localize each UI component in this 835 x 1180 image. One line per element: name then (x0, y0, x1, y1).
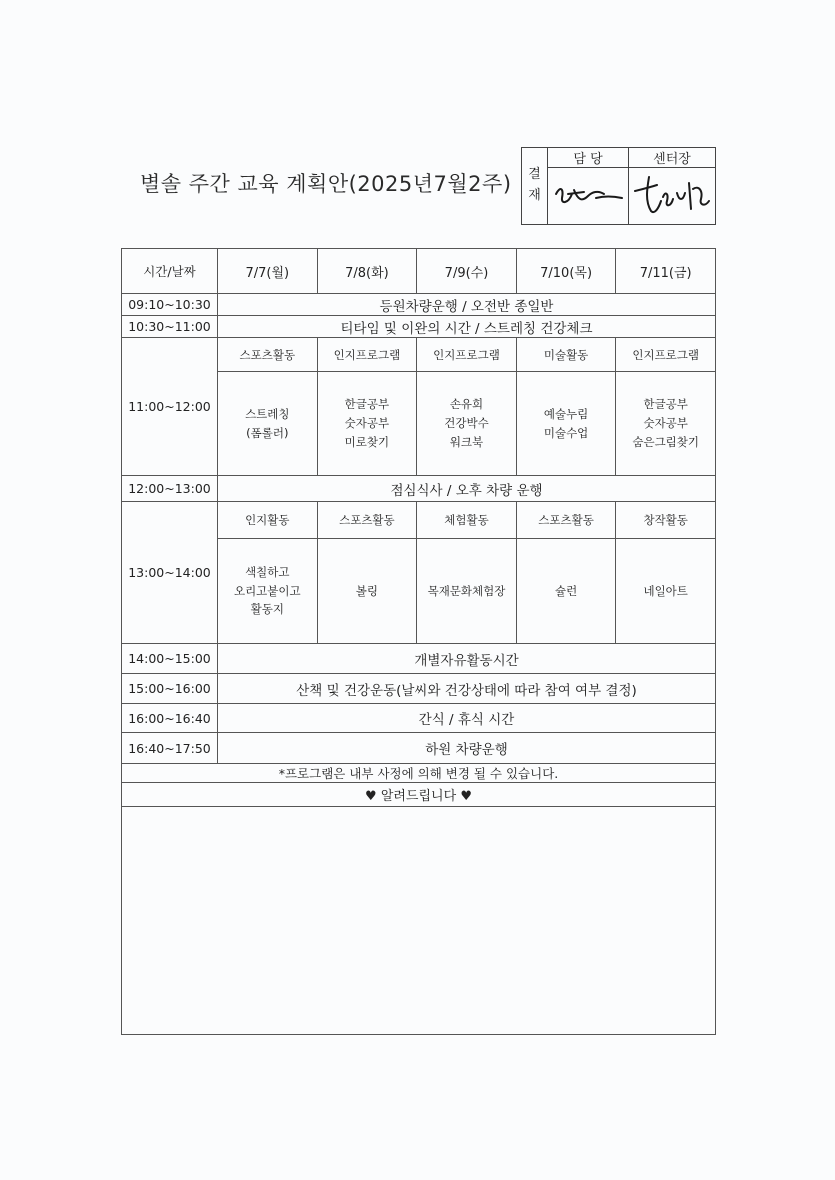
category-cell: 스포츠활동 (516, 502, 616, 539)
activity-cell: 개별자유활동시간 (218, 644, 716, 674)
schedule-row (122, 476, 716, 502)
activity-cell: 산책 및 건강운동(날씨와 건강상태에 따라 참여 여부 결정) (218, 674, 716, 704)
schedule-row (122, 316, 716, 338)
time-cell: 09:10~10:30 (122, 294, 218, 316)
category-cell: 스포츠활동 (317, 502, 417, 539)
notice-body (122, 807, 716, 1035)
time-cell: 12:00~13:00 (122, 476, 218, 502)
program-cell: 예술누림 미술수업 (516, 372, 616, 476)
notice-label: 알려드립니다 (380, 789, 457, 804)
category-cell: 인지프로그램 (417, 338, 517, 372)
header-row (122, 249, 716, 294)
notice-content-area (122, 807, 716, 1035)
category-cell: 인지프로그램 (317, 338, 417, 372)
time-cell: 11:00~12:00 (122, 338, 218, 476)
time-cell: 14:00~15:00 (122, 644, 218, 674)
day-header: 7/9(수) (417, 249, 517, 294)
program-cell: 슐런 (516, 539, 616, 644)
category-cell: 인지활동 (218, 502, 318, 539)
activity-cell: 하원 차량운행 (218, 733, 716, 764)
schedule-row (122, 674, 716, 704)
approval-manager-label: 담 당 (548, 148, 629, 168)
program-cell: 한글공부 숫자공부 숨은그림찾기 (616, 372, 716, 476)
time-cell: 16:00~16:40 (122, 704, 218, 733)
program-cell: 목재문화체험장 (417, 539, 517, 644)
day-header: 7/8(화) (317, 249, 417, 294)
director-signature-image (629, 171, 715, 221)
page-title: 별솔 주간 교육 계획안(2025년7월2주) (140, 172, 512, 196)
schedule-row (122, 644, 716, 674)
time-cell: 16:40~17:50 (122, 733, 218, 764)
notice-heading (122, 783, 716, 807)
weekly-schedule-table (121, 248, 716, 1035)
program-cell: 색칠하고 오리고붙이고 활동지 (218, 539, 318, 644)
category-cell: 인지프로그램 (616, 338, 716, 372)
notice-row (122, 783, 716, 807)
manager-signature-image (548, 176, 628, 216)
activity-cell: 점심식사 / 오후 차량 운행 (218, 476, 716, 502)
schedule-row (122, 704, 716, 733)
day-header: 7/10(목) (516, 249, 616, 294)
time-cell: 13:00~14:00 (122, 502, 218, 644)
activity-cell: 간식 / 휴식 시간 (218, 704, 716, 733)
program-cell: 네일아트 (616, 539, 716, 644)
category-cell: 체험활동 (417, 502, 517, 539)
category-cell: 창작활동 (616, 502, 716, 539)
heart-icon: ♥ (460, 789, 472, 804)
director-signature (629, 168, 716, 225)
note-row (122, 764, 716, 783)
time-cell: 10:30~11:00 (122, 316, 218, 338)
program-cell: 한글공부 숫자공부 미로찾기 (317, 372, 417, 476)
time-date-header: 시간/날짜 (122, 249, 218, 294)
schedule-row (122, 294, 716, 316)
activity-cell: 티타임 및 이완의 시간 / 스트레칭 건강체크 (218, 316, 716, 338)
day-header: 7/7(월) (218, 249, 318, 294)
approval-director-label: 센터장 (629, 148, 716, 168)
category-row (122, 502, 716, 539)
time-cell: 15:00~16:00 (122, 674, 218, 704)
manager-signature (548, 168, 629, 225)
category-row (122, 338, 716, 372)
day-header: 7/11(금) (616, 249, 716, 294)
program-cell: 스트레칭 (폼롤러) (218, 372, 318, 476)
approval-box (521, 147, 716, 225)
approval-side-label: 결 재 (522, 148, 548, 225)
program-cell: 볼링 (317, 539, 417, 644)
category-cell: 미술활동 (516, 338, 616, 372)
heart-icon: ♥ (365, 789, 377, 804)
schedule-row (122, 733, 716, 764)
program-cell: 손유희 건강박수 워크북 (417, 372, 517, 476)
category-cell: 스포츠활동 (218, 338, 318, 372)
change-notice: *프로그램은 내부 사정에 의해 변경 될 수 있습니다. (122, 764, 716, 783)
activity-cell: 등원차량운행 / 오전반 종일반 (218, 294, 716, 316)
